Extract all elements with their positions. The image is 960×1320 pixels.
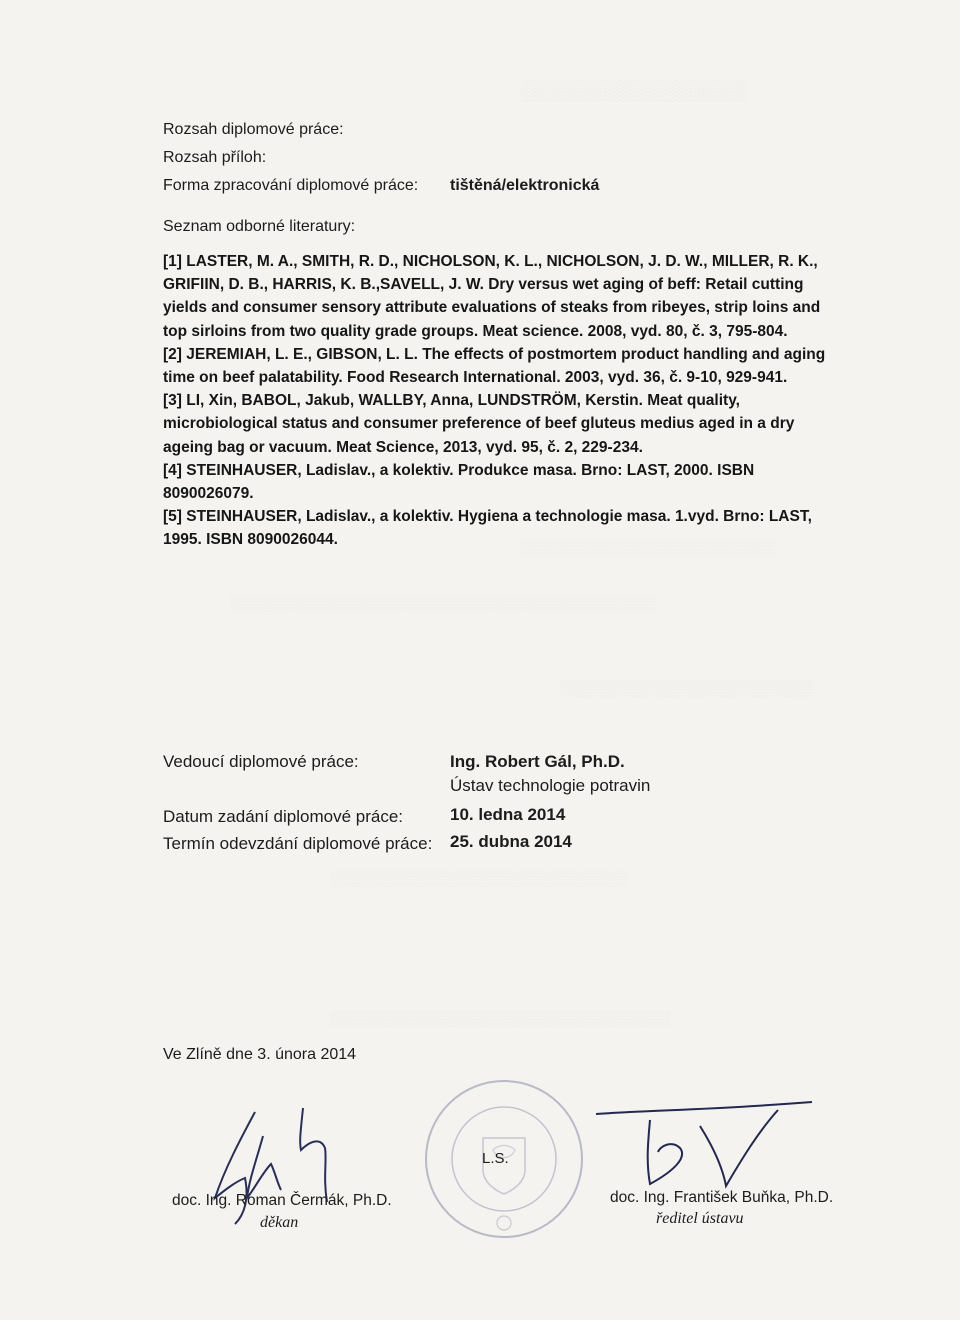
reference-item: [1] LASTER, M. A., SMITH, R. D., NICHOLSON, K. L., NICHOLSON, J. D. W., MILLER, R. K., GRIFIIN, D. B., HARRIS, K. B.,SAVELL, J. W. Dry versus wet aging of beff: Retail cutting yields and consumer sensory attribute evaluations of steaks from ribeyes, strip loins and top sirloins from two quality grade groups. Meat science. 2008, vyd. 80, č. 3, 795-804. bbox=[163, 253, 821, 340]
bleed-through-decoration: ░░░░░░░░░░░░░░░░░░░░░░░░░░░░░░░░ bbox=[330, 1010, 671, 1027]
deadline-date-value: 25. dubna 2014 bbox=[450, 832, 572, 851]
supervisor-name: Ing. Robert Gál, Ph.D. bbox=[450, 752, 625, 771]
supervisor-label: Vedoucí diplomové práce: bbox=[163, 752, 359, 771]
reference-item: [3] LI, Xin, BABOL, Jakub, WALLBY, Anna, LUNDSTRÖM, Kerstin. Meat quality, microbiological status and consumer preference of beef gluteus medius aged in a dry ageing bag or vacuum. Meat Science, 2013, vyd. 95, č. 2, 229-234. bbox=[163, 392, 795, 456]
forma-label: Forma zpracování diplomové práce: bbox=[163, 177, 419, 194]
rozsah-prace-label: Rozsah diplomové práce: bbox=[163, 121, 344, 138]
place-date: Ve Zlíně dne 3. února 2014 bbox=[163, 1046, 357, 1063]
director-role: ředitel ústavu bbox=[656, 1210, 744, 1227]
literature-heading: Seznam odborné literatury: bbox=[163, 218, 356, 235]
director-name: doc. Ing. František Buňka, Ph.D. bbox=[610, 1189, 834, 1206]
assigned-date-label: Datum zadání diplomové práce: bbox=[163, 807, 404, 826]
rozsah-priloh-label: Rozsah příloh: bbox=[163, 149, 267, 166]
deadline-date-label: Termín odevzdání diplomové práce: bbox=[163, 834, 433, 853]
assigned-date-value: 10. ledna 2014 bbox=[450, 805, 566, 824]
reference-item: [2] JEREMIAH, L. E., GIBSON, L. L. The effects of postmortem product handling and aging time on beef palatability. Food Research International. 2003, vyd. 36, č. 9-10, 929-941. bbox=[163, 345, 826, 387]
reference-list bbox=[163, 250, 833, 552]
bleed-through-decoration: ░░░░░░░░░░░░░░░░░░░░░░░░░░░░ bbox=[330, 870, 628, 887]
forma-value: tištěná/elektronická bbox=[450, 177, 600, 194]
reference-item: [4] STEINHAUSER, Ladislav., a kolektiv. Produkce masa. Brno: LAST, 2000. ISBN 8090026079. bbox=[163, 461, 755, 503]
bleed-through-decoration: ░░░░░░░░░░░░░░░░░░░░░░░░ bbox=[520, 540, 776, 557]
bleed-through-decoration: ░░░░░░░░░░░░░░░░ bbox=[520, 80, 747, 102]
director-signature-icon bbox=[592, 1092, 822, 1192]
dean-name: doc. Ing. Roman Čermák, Ph.D. bbox=[172, 1192, 392, 1209]
reference-item: [5] STEINHAUSER, Ladislav., a kolektiv. Hygiena a technologie masa. 1.vyd. Brno: LAST, 1995. ISBN 8090026044. bbox=[163, 508, 812, 549]
dean-role: děkan bbox=[260, 1214, 299, 1231]
ls-mark: L.S. bbox=[482, 1150, 509, 1167]
supervisor-institute: Ústav technologie potravin bbox=[450, 776, 651, 795]
bleed-through-decoration: ░░░░░░░░░░░░░░░░░░░░░░░░░░░░░░░░░░░░░░░░ bbox=[230, 595, 656, 612]
bleed-through-decoration: ░░░░░░░░░░░░░░░░░░░░░░░░ bbox=[560, 680, 816, 697]
